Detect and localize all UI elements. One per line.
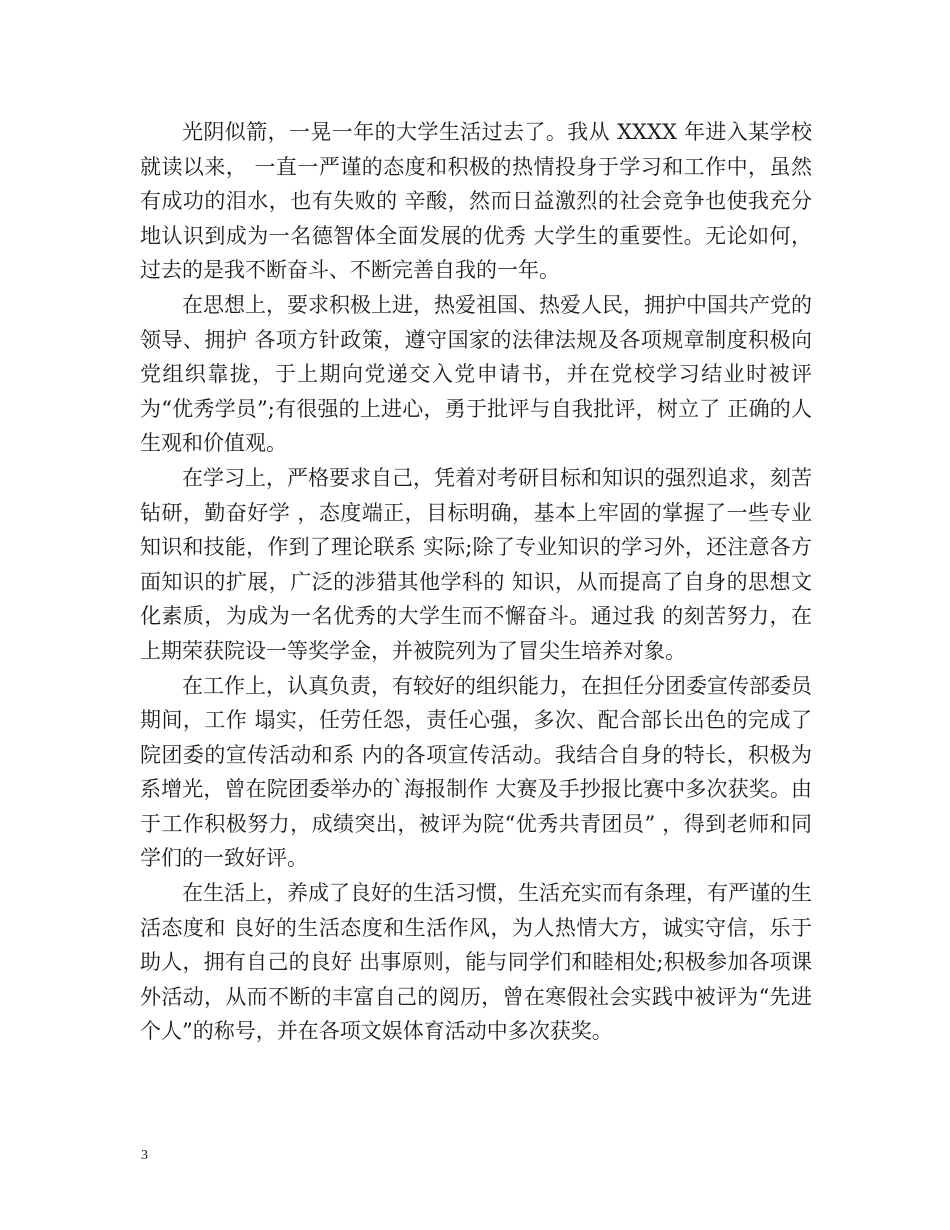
paragraph-study: 在学习上，严格要求自己，凭着对考研目标和知识的强烈追求，刻苦钻研，勤奋好学 ，态度端正，目标明确，基本上牢固的掌握了一些专业知识和技能，作到了理论联系 实际;除了专业知识的学习外，还注意各方面知识的扩展，广泛的涉猎其他学科的 知识，从而提高了自身的思想文化素质，为成为一名优秀的大学生而不懈奋斗。通过我 的刻苦努力，在上期荣获院设一等奖学金，并被院列为了冒尖生培养对象。 — [140, 465, 812, 663]
paragraph-intro: 光阴似箭，一晃一年的大学生活过去了。我从 XXXX 年进入某学校就读以来， 一直一严谨的态度和积极的热情投身于学习和工作中，虽然有成功的泪水，也有失败的 辛酸，然而日益激烈的社会竞争也使我充分地认识到成为一名德智体全面发展的优秀 大学生的重要性。无论如何，过去的是我不断奋斗、不断完善自我的一年。 — [140, 120, 812, 283]
document-body — [140, 115, 812, 1049]
paragraph-life: 在生活上，养成了良好的生活习惯，生活充实而有条理，有严谨的生活态度和 良好的生活态度和生活作风，为人热情大方，诚实守信，乐于助人，拥有自己的良好 出事原则，能与同学们和睦相处;积极参加各项课外活动，从而不断的丰富自己的阅历，曾在寒假社会实践中被评为“先进个人”的称号，并在各项文娱体育活动中多次获奖。 — [140, 881, 812, 1044]
page-number: 3 — [141, 1148, 148, 1163]
paragraph-work: 在工作上，认真负责，有较好的组织能力，在担任分团委宣传部委员期间，工作 塌实，任劳任怨，责任心强，多次、配合部长出色的完成了院团委的宣传活动和系 内的各项宣传活动。我结合自身的特长，积极为系增光，曾在院团委举办的`海报制作 大赛及手抄报比赛中多次获奖。由于工作积极努力，成绩突出，被评为院“优秀共青团员” ，得到老师和同学们的一致好评。 — [140, 673, 812, 871]
paragraph-ideology: 在思想上，要求积极上进，热爱祖国、热爱人民，拥护中国共产党的领导、拥护 各项方针政策，遵守国家的法律法规及各项规章制度积极向党组织靠拢，于上期向党递交入党申请书，并在党校学习结业时被评为“优秀学员”;有很强的上进心，勇于批评与自我批评，树立了 正确的人生观和价值观。 — [140, 292, 812, 456]
